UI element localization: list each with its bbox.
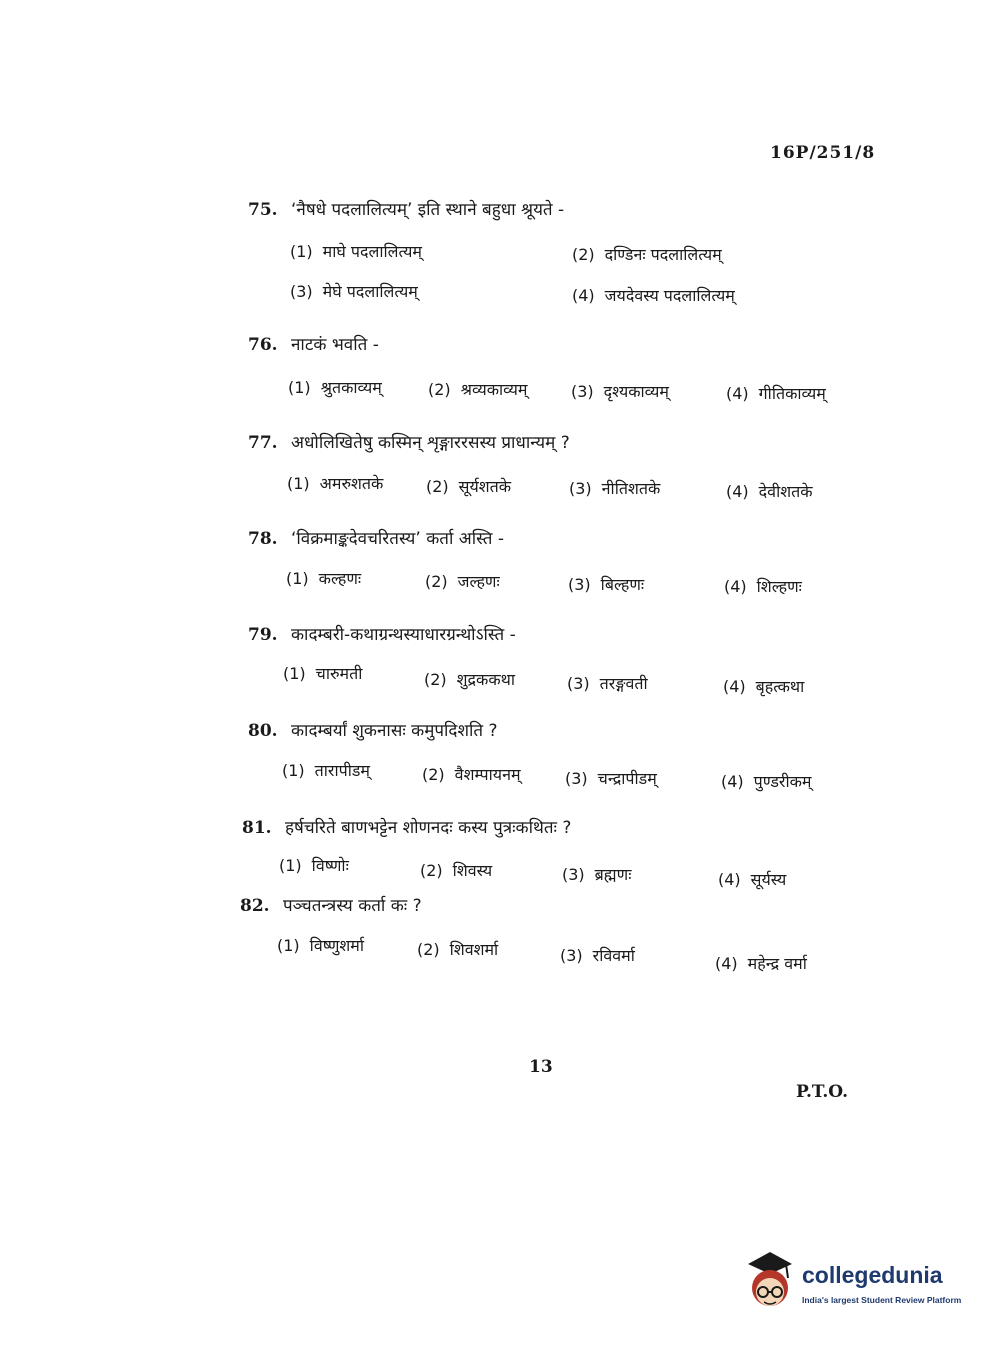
option-number: (4)	[723, 677, 746, 696]
option-text: दण्डिनः पदलालित्यम्	[604, 245, 722, 264]
option-text: दृश्यकाव्यम्	[603, 382, 670, 401]
option-text: शुद्रककथा	[456, 670, 515, 689]
option	[417, 938, 498, 960]
option	[726, 382, 826, 404]
option	[420, 859, 492, 881]
question-number: 82.	[240, 896, 270, 916]
option	[718, 868, 786, 890]
option-number: (3)	[560, 946, 583, 965]
option	[425, 570, 500, 592]
page-code: 16P/251/8	[770, 143, 876, 163]
option-number: (1)	[282, 761, 305, 780]
option	[277, 934, 364, 956]
question-number: 81.	[242, 818, 272, 838]
option-number: (2)	[426, 477, 449, 496]
option	[569, 477, 660, 499]
option-number: (1)	[286, 569, 309, 588]
option-text: अमरुशतके	[319, 474, 384, 493]
option-number: (1)	[287, 474, 310, 493]
option-number: (4)	[726, 482, 749, 501]
option-text: पुण्डरीकम्	[753, 772, 812, 791]
option	[288, 376, 382, 398]
option-number: (1)	[288, 378, 311, 397]
option	[562, 863, 631, 885]
option-text: श्रुतकाव्यम्	[320, 378, 382, 397]
option	[286, 567, 361, 589]
option	[279, 854, 349, 876]
option	[567, 672, 648, 694]
option-number: (3)	[567, 674, 590, 693]
option-number: (2)	[572, 245, 595, 264]
option	[282, 759, 370, 781]
option-text: ब्रह्मणः	[594, 865, 632, 884]
option	[428, 378, 528, 400]
option-number: (4)	[724, 577, 747, 596]
option-text: शिवशर्मा	[449, 940, 499, 959]
page-number: 13	[529, 1057, 553, 1077]
option-number: (1)	[279, 856, 302, 875]
question-number: 77.	[248, 433, 278, 453]
option	[572, 243, 722, 265]
option-text: विष्णोः	[311, 856, 349, 875]
option-text: कल्हणः	[318, 569, 362, 588]
option-number: (4)	[715, 954, 738, 973]
question-77	[248, 430, 570, 453]
logo-tagline: India's largest Student Review Platform	[802, 1295, 962, 1305]
option-number: (3)	[569, 479, 592, 498]
question-text: ‘नैषधे पदलालित्यम्’ इति स्थाने बहुधा श्रूयते -	[290, 200, 565, 220]
question-text: कादम्बर्यां शुकनासः कमुपदिशति ?	[290, 721, 498, 741]
logo-name: collegedunia	[802, 1262, 943, 1288]
question-text: ‘विक्रमाङ्कदेवचरितस्य’ कर्ता अस्ति -	[290, 529, 505, 549]
option-number: (2)	[422, 765, 445, 784]
question-text: नाटकं भवति -	[290, 335, 379, 355]
option-text: विष्णुशर्मा	[309, 936, 365, 955]
option-text: तरङ्गवती	[599, 674, 648, 693]
option-number: (2)	[425, 572, 448, 591]
option-number: (4)	[721, 772, 744, 791]
option-number: (1)	[277, 936, 300, 955]
option	[724, 575, 802, 597]
option-text: चारुमती	[315, 664, 363, 683]
question-text: अधोलिखितेषु कस्मिन् शृङ्गाररसस्य प्राधान्यम् ?	[290, 433, 570, 453]
option	[721, 770, 811, 792]
option	[426, 475, 511, 497]
question-81	[242, 815, 571, 838]
collegedunia-logo	[740, 1250, 970, 1320]
option-number: (3)	[565, 769, 588, 788]
option-text: गीतिकाव्यम्	[758, 384, 826, 403]
student-mascot-icon	[740, 1250, 800, 1320]
question-76	[248, 332, 379, 355]
option-number: (4)	[572, 286, 595, 305]
option-text: श्रव्यकाव्यम्	[460, 380, 528, 399]
option-text: बृहत्कथा	[755, 677, 805, 696]
option	[287, 472, 383, 494]
option	[726, 480, 813, 502]
option-text: बिल्हणः	[600, 575, 645, 594]
option-text: महेन्द्र वर्मा	[747, 954, 807, 973]
option	[424, 668, 515, 690]
option	[290, 280, 418, 302]
option	[571, 380, 669, 402]
option-text: सूर्यस्य	[750, 870, 787, 889]
pto-label: P.T.O.	[796, 1082, 848, 1102]
option-number: (2)	[424, 670, 447, 689]
option-number: (3)	[290, 282, 313, 301]
option-text: तारापीडम्	[314, 761, 370, 780]
option-text: जयदेवस्य पदलालित्यम्	[604, 286, 735, 305]
option	[560, 944, 635, 966]
question-78	[248, 526, 504, 549]
option-number: (4)	[726, 384, 749, 403]
option	[565, 767, 657, 789]
option-text: नीतिशतके	[601, 479, 661, 498]
question-number: 78.	[248, 529, 278, 549]
option-text: रविवर्मा	[592, 946, 635, 965]
option-text: माघे पदलालित्यम्	[322, 242, 422, 261]
option-text: शिल्हणः	[756, 577, 802, 596]
option	[422, 763, 521, 785]
question-text: हर्षचरिते बाणभट्टेन शोणनदः कस्य पुत्रःकथितः ?	[284, 818, 572, 838]
question-text: कादम्बरी-कथाग्रन्थस्याधारग्रन्थोऽस्ति -	[290, 625, 516, 645]
option-text: शिवस्य	[452, 861, 493, 880]
option	[572, 284, 735, 306]
question-75	[248, 197, 564, 220]
option	[723, 675, 804, 697]
question-number: 79.	[248, 625, 278, 645]
option	[568, 573, 644, 595]
question-82	[240, 893, 422, 916]
option-number: (2)	[420, 861, 443, 880]
option-text: चन्द्रापीडम्	[597, 769, 657, 788]
option-number: (2)	[417, 940, 440, 959]
option-number: (1)	[290, 242, 313, 261]
option-number: (1)	[283, 664, 306, 683]
option	[290, 240, 422, 262]
option-number: (3)	[571, 382, 594, 401]
option-text: सूर्यशतके	[458, 477, 512, 496]
question-80	[248, 718, 498, 741]
option-text: जल्हणः	[457, 572, 500, 591]
option-text: देवीशतके	[758, 482, 813, 501]
option-number: (3)	[568, 575, 591, 594]
option-number: (4)	[718, 870, 741, 889]
option-text: वैशम्पायनम्	[454, 765, 521, 784]
option-text: मेघे पदलालित्यम्	[322, 282, 418, 301]
question-79	[248, 622, 516, 645]
question-number: 75.	[248, 200, 278, 220]
question-text: पञ्चतन्त्रस्य कर्ता कः ?	[282, 896, 422, 916]
option-number: (2)	[428, 380, 451, 399]
question-number: 76.	[248, 335, 278, 355]
option-number: (3)	[562, 865, 585, 884]
question-number: 80.	[248, 721, 278, 741]
option	[715, 952, 807, 974]
option	[283, 662, 362, 684]
